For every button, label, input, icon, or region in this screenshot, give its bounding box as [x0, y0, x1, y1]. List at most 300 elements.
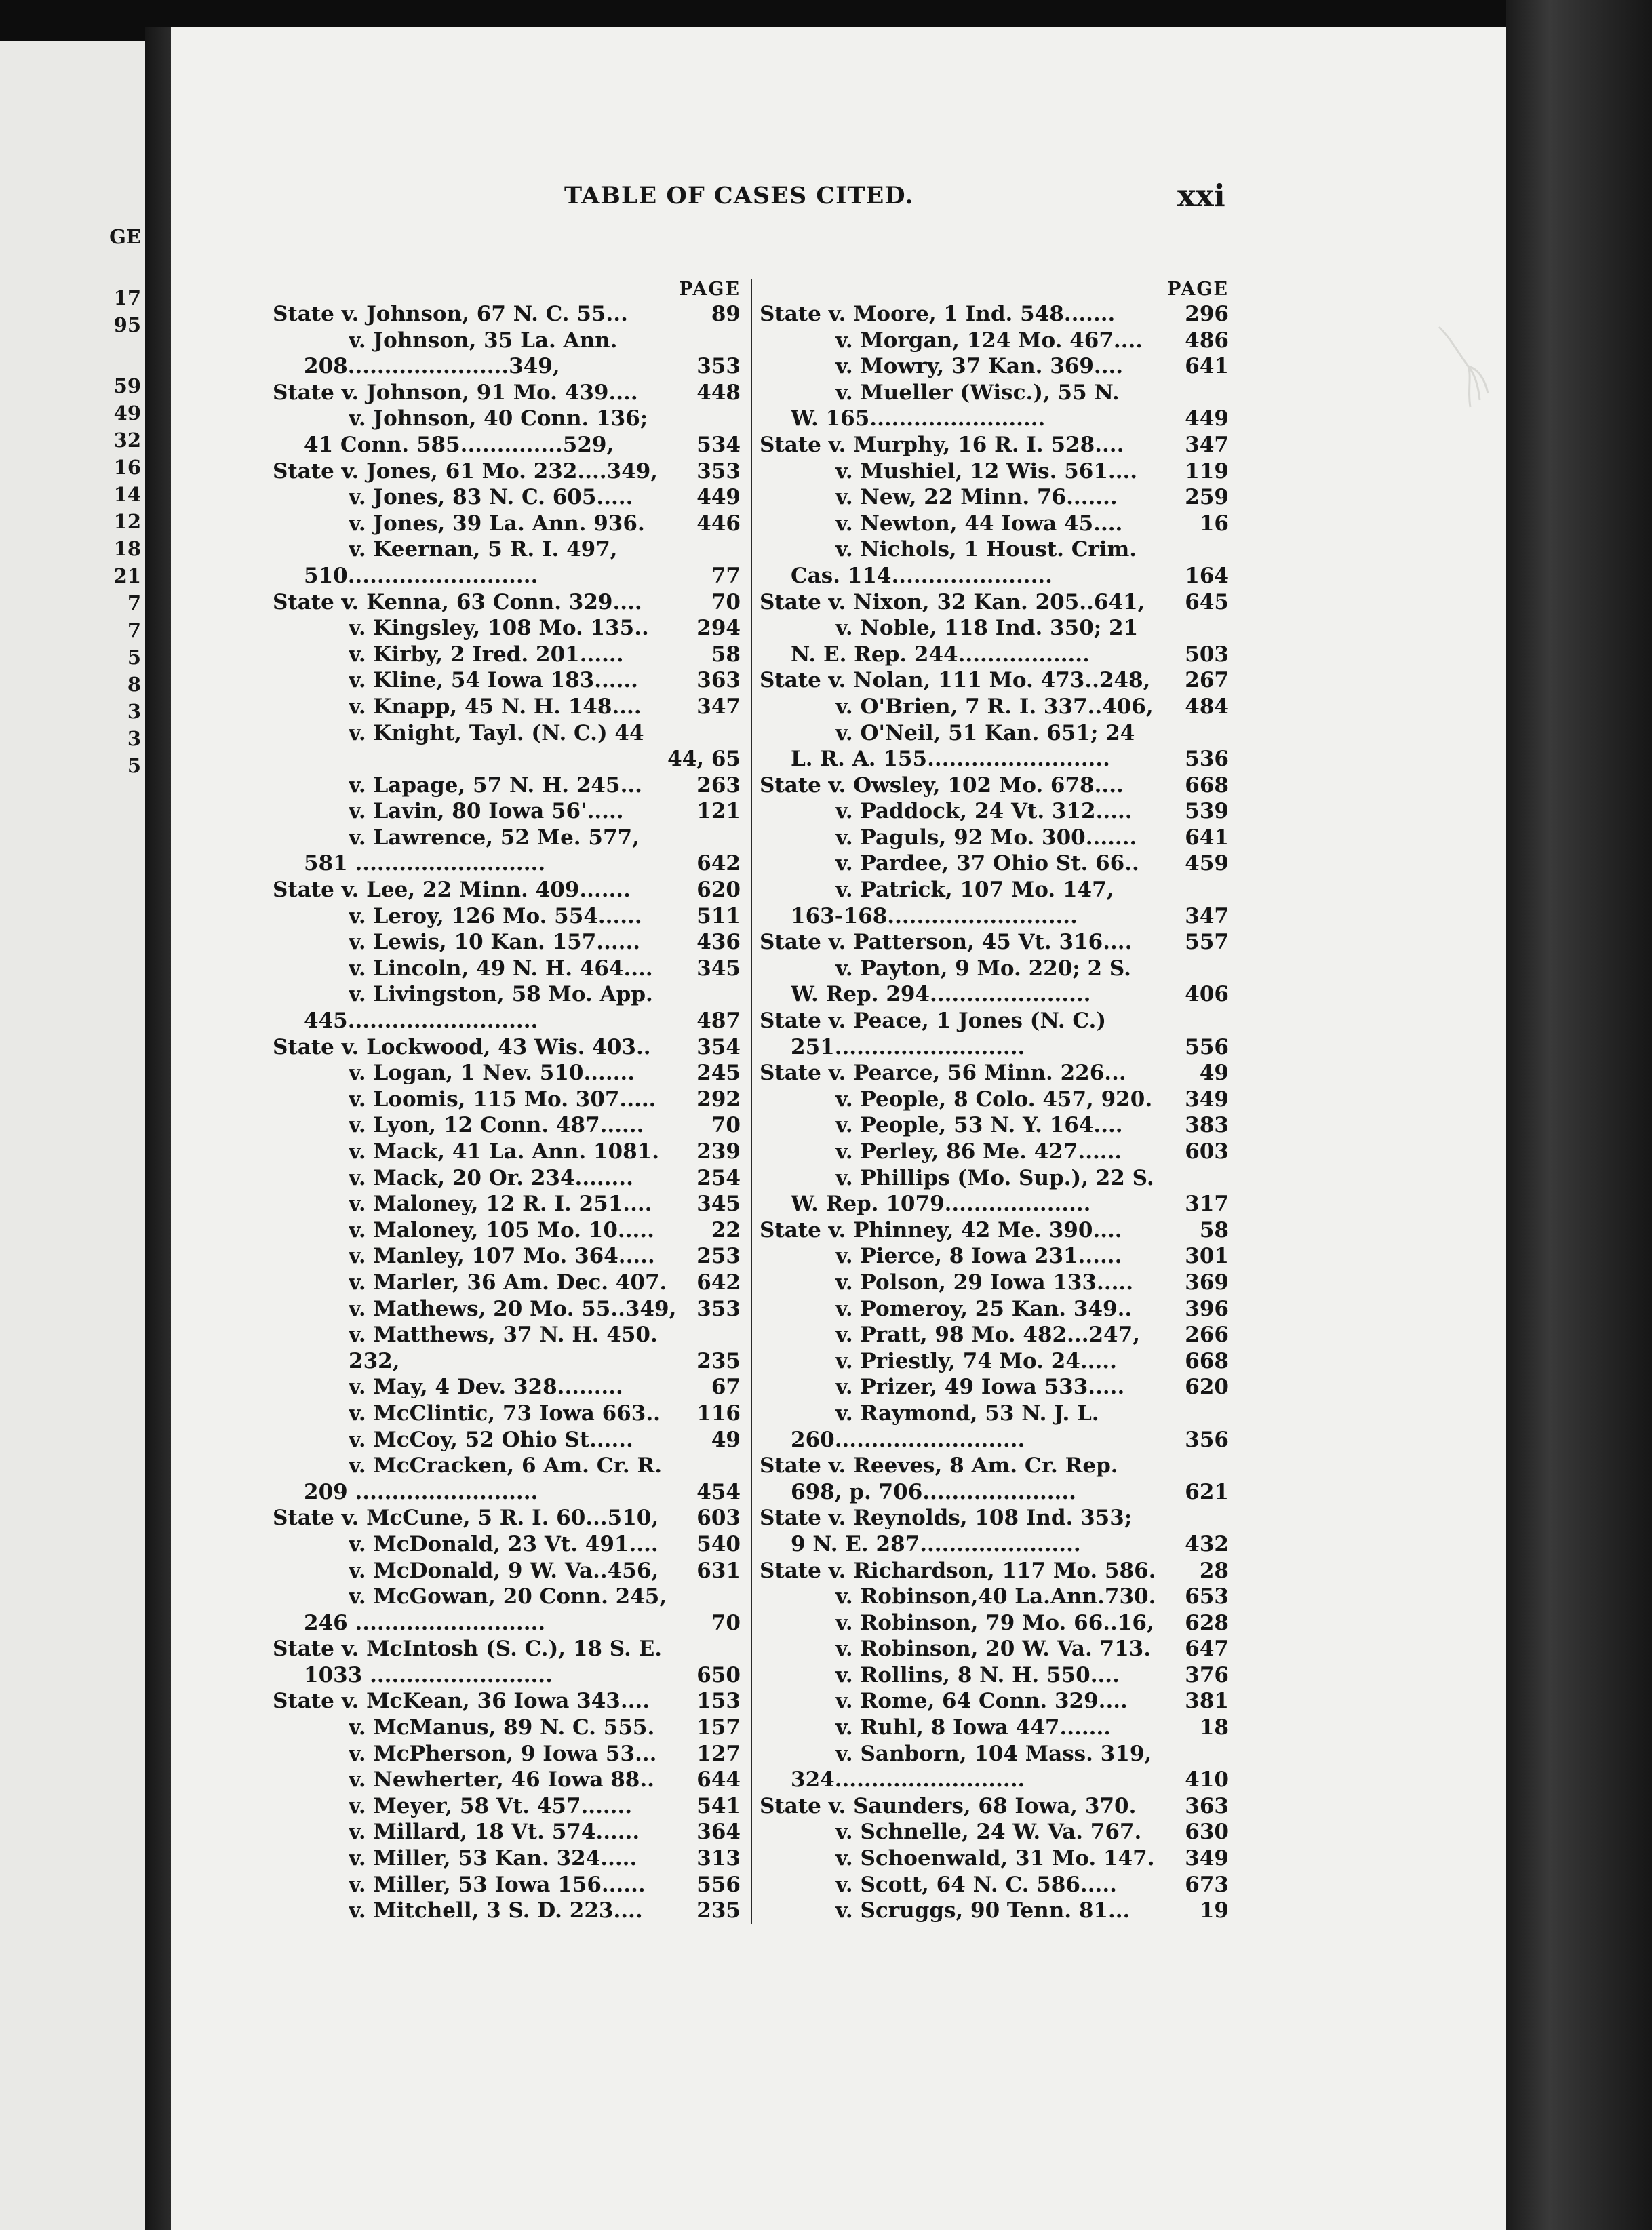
page-reference: 353 [696, 354, 741, 379]
case-entry-line [273, 1558, 741, 1584]
case-entry-line [760, 1636, 1229, 1662]
case-citation: State v. Johnson, 67 N. C. 55... [273, 302, 628, 326]
case-citation: State v. Lockwood, 43 Wis. 403.. [273, 1034, 651, 1059]
case-citation: v. Scruggs, 90 Tenn. 81... [835, 1898, 1130, 1923]
page-reference: 239 [696, 1139, 741, 1164]
case-entry-line [273, 1636, 741, 1662]
case-entry-line [760, 1898, 1229, 1924]
page-reference: 673 [1185, 1872, 1229, 1897]
case-citation: 208......................349, [304, 354, 560, 379]
case-entry-line [273, 877, 741, 903]
case-citation: v. Lyon, 12 Conn. 487...... [349, 1113, 644, 1138]
case-citation: v. Miller, 53 Kan. 324..... [349, 1846, 637, 1871]
case-citation: v. Pierce, 8 Iowa 231...... [835, 1244, 1122, 1269]
case-entry-line [760, 877, 1229, 903]
case-citation: v. Kingsley, 108 Mo. 135.. [349, 616, 649, 641]
book-gutter [145, 27, 172, 2230]
case-citation: State v. McKean, 36 Iowa 343.... [273, 1689, 650, 1714]
case-entry-line [273, 929, 741, 956]
case-citation: v. Robinson, 20 W. Va. 713. [835, 1637, 1152, 1662]
case-entry-line [273, 1139, 741, 1165]
page-reference: 263 [696, 772, 741, 798]
page-reference: 116 [696, 1401, 741, 1426]
case-entry-line [760, 1217, 1229, 1244]
case-citation: v. Rome, 64 Conn. 329.... [835, 1689, 1128, 1714]
page-reference: 157 [696, 1715, 741, 1740]
case-citation: v. Perley, 86 Me. 427...... [835, 1139, 1122, 1164]
page-reference: 363 [1185, 1793, 1229, 1818]
case-citation: v. Mack, 41 La. Ann. 1081. [349, 1139, 660, 1164]
page-reference: 121 [696, 799, 741, 824]
page-reference: 621 [1185, 1479, 1229, 1504]
case-citation: v. Mowry, 37 Kan. 369.... [835, 354, 1124, 379]
case-entry-line [760, 1584, 1229, 1610]
case-citation: v. Polson, 29 Iowa 133..... [835, 1270, 1134, 1295]
case-citation: State v. Jones, 61 Mo. 232....349, [273, 458, 658, 484]
page-reference: 349 [1185, 1846, 1229, 1871]
page-reference: 647 [1185, 1637, 1229, 1662]
case-entry-line [760, 1139, 1229, 1165]
case-citation: v. Matthews, 37 N. H. 450. [349, 1323, 658, 1348]
case-citation: v. Jones, 83 N. C. 605..... [349, 485, 633, 510]
page-reference: 354 [696, 1034, 741, 1059]
case-entry-line [760, 1112, 1229, 1139]
case-citation: v. Mack, 20 Or. 234........ [349, 1165, 633, 1190]
case-citation: 163-168.......................... [791, 903, 1078, 928]
case-citation: v. Paguls, 92 Mo. 300....... [835, 825, 1137, 850]
case-entry-line [760, 1374, 1229, 1401]
left-page-fragment: 5 [127, 646, 141, 669]
page-reference: 511 [696, 903, 741, 928]
case-citation: v. Loomis, 115 Mo. 307..... [349, 1087, 656, 1112]
page-reference: 449 [696, 485, 741, 510]
case-entry-line [273, 1034, 741, 1061]
case-entry-line [760, 956, 1229, 982]
case-entry-line [273, 642, 741, 668]
page-reference: 153 [696, 1689, 741, 1714]
page-reference: 89 [711, 302, 741, 326]
case-citation: v. Manley, 107 Mo. 364..... [349, 1244, 655, 1269]
left-page-fragment: 17 [113, 286, 141, 309]
page-reference: 254 [696, 1165, 741, 1190]
page-reference: 641 [1185, 354, 1229, 379]
case-entry-line [760, 694, 1229, 720]
page-number: xxi [1177, 178, 1225, 214]
case-entry-line [760, 1165, 1229, 1192]
case-entry-line [760, 1558, 1229, 1584]
case-citation: W. Rep. 1079.................... [791, 1192, 1091, 1217]
page-reference: 556 [696, 1872, 741, 1897]
case-citation: v. Knight, Tayl. (N. C.) 44 [349, 720, 644, 745]
case-entry-line [760, 1610, 1229, 1637]
case-entry-line [273, 1217, 741, 1244]
case-citation: v. Rollins, 8 N. H. 550.... [835, 1662, 1120, 1687]
case-entry-line [273, 981, 741, 1008]
page-reference: 484 [1185, 694, 1229, 719]
left-page-fragment: 16 [113, 456, 141, 479]
case-citation: v. Newherter, 46 Iowa 88.. [349, 1767, 654, 1793]
case-entry-line [760, 1845, 1229, 1872]
case-entry-line [273, 1008, 741, 1034]
case-entry-line [760, 981, 1229, 1008]
case-citation: v. Pomeroy, 25 Kan. 349.. [835, 1296, 1133, 1321]
case-entry-line [760, 903, 1229, 930]
case-entry-line [273, 1767, 741, 1793]
case-citation: v. Lavin, 80 Iowa 56'..... [349, 799, 624, 824]
case-citation: v. O'Neil, 51 Kan. 651; 24 [835, 720, 1135, 745]
case-entry-line [760, 615, 1229, 642]
case-citation: Cas. 114...................... [791, 563, 1053, 588]
case-citation: v. Robinson, 79 Mo. 66..16, [835, 1610, 1154, 1635]
case-entry-line [760, 1270, 1229, 1296]
case-citation: L. R. A. 155......................... [791, 747, 1110, 772]
page-reference: 631 [696, 1558, 741, 1583]
case-entry-line [273, 511, 741, 537]
left-page-edge [0, 41, 145, 2230]
case-entry-line [760, 1034, 1229, 1061]
page-reference: 49 [711, 1427, 741, 1452]
left-page-fragment: 8 [127, 673, 141, 696]
case-citation: v. Lawrence, 52 Me. 577, [349, 825, 640, 850]
case-citation: v. McManus, 89 N. C. 555. [349, 1715, 655, 1740]
page-reference: 642 [696, 1270, 741, 1295]
case-entry-line [273, 667, 741, 694]
case-entry-line [273, 1322, 741, 1348]
case-entry-line [273, 798, 741, 825]
case-citation: v. McCracken, 6 Am. Cr. R. [349, 1453, 663, 1479]
page-reference: 19 [1199, 1898, 1229, 1923]
case-citation: v. Knapp, 45 N. H. 148.... [349, 694, 642, 719]
page-reference: 49 [1199, 1061, 1229, 1086]
case-citation: v. Robinson,40 La.Ann.730. [835, 1584, 1156, 1609]
page-reference: 296 [1185, 302, 1229, 326]
case-entry-line [760, 1322, 1229, 1348]
case-entry-line [273, 1374, 741, 1401]
left-page-fragment: 21 [113, 564, 141, 587]
case-entry-line [760, 301, 1229, 328]
page-reference: 603 [696, 1506, 741, 1531]
page-reference: 446 [696, 511, 741, 536]
page-column-label: PAGE [679, 279, 741, 300]
case-entry-line [760, 1087, 1229, 1113]
case-citation: v. Meyer, 58 Vt. 457....... [349, 1793, 633, 1818]
left-page-fragment: 3 [127, 727, 141, 750]
case-entry-line [760, 380, 1229, 406]
page-reference: 363 [696, 668, 741, 693]
case-citation: v. Newton, 44 Iowa 45.... [835, 511, 1123, 536]
case-entry-line [273, 536, 741, 563]
page-reference: 349 [1185, 1087, 1229, 1112]
case-citation: v. Johnson, 35 La. Ann. [349, 328, 618, 353]
left-page-fragment: 49 [113, 402, 141, 425]
case-entry-line [273, 1087, 741, 1113]
case-citation: v. Prizer, 49 Iowa 533..... [835, 1375, 1125, 1400]
case-entry-line [273, 1819, 741, 1845]
page-reference: 459 [1185, 851, 1229, 876]
case-citation: State v. Johnson, 91 Mo. 439.... [273, 380, 638, 405]
case-entry-line [273, 1165, 741, 1192]
case-entry-line [273, 1479, 741, 1506]
page-reference: 267 [1185, 668, 1229, 693]
left-page-fragment: 18 [113, 537, 141, 560]
case-entry-line [273, 1531, 741, 1558]
case-citation: v. McGowan, 20 Conn. 245, [349, 1584, 667, 1609]
case-entry-line [273, 1898, 741, 1924]
page-reference: 317 [1185, 1192, 1229, 1217]
case-citation: State v. Pearce, 56 Minn. 226... [760, 1061, 1126, 1086]
case-citation: State v. Reeves, 8 Am. Cr. Rep. [760, 1453, 1118, 1479]
case-entry-line [760, 1872, 1229, 1898]
page-reference: 259 [1185, 485, 1229, 510]
page-reference: 67 [711, 1375, 741, 1400]
case-citation: v. Schoenwald, 31 Mo. 147. [835, 1846, 1155, 1871]
page-reference: 347 [696, 694, 741, 719]
case-entry-line [273, 1243, 741, 1270]
case-citation: State v. Patterson, 45 Vt. 316.... [760, 930, 1133, 955]
page-reference: 313 [696, 1846, 741, 1871]
case-citation: v. Pratt, 98 Mo. 482...247, [835, 1323, 1140, 1348]
left-page-fragment: GE [109, 225, 141, 248]
left-page-fragment: 59 [113, 374, 141, 397]
case-citation: v. Lapage, 57 N. H. 245... [349, 772, 642, 798]
case-entry-line [760, 1741, 1229, 1767]
case-citation: v. New, 22 Minn. 76....... [835, 485, 1118, 510]
page-reference: 119 [1185, 458, 1229, 484]
case-citation: v. Mathews, 20 Mo. 55..349, [349, 1296, 677, 1321]
case-entry-line [760, 1243, 1229, 1270]
case-entry-line [273, 1191, 741, 1217]
case-entry-line [760, 772, 1229, 799]
case-entry-line [273, 1741, 741, 1767]
case-entry-line [760, 458, 1229, 485]
page-reference: 396 [1185, 1296, 1229, 1321]
case-citation: v. Millard, 18 Vt. 574...... [349, 1820, 640, 1845]
case-citation: 41 Conn. 585..............529, [304, 432, 614, 457]
left-page-fragment: 7 [127, 591, 141, 614]
case-citation: v. McCoy, 52 Ohio St...... [349, 1427, 633, 1452]
case-entry-line [760, 1715, 1229, 1741]
case-citation: 324.......................... [791, 1767, 1025, 1793]
case-citation: State v. Saunders, 68 Iowa, 370. [760, 1793, 1137, 1818]
case-citation: v. Logan, 1 Nev. 510....... [349, 1061, 635, 1086]
case-citation: 581 .......................... [304, 851, 546, 876]
page-reference: 449 [1185, 406, 1229, 431]
page-reference: 628 [1185, 1610, 1229, 1635]
case-citation: v. People, 8 Colo. 457, 920. [835, 1087, 1153, 1112]
case-entry-line [760, 825, 1229, 851]
case-entry-line [760, 353, 1229, 380]
case-citation: v. Maloney, 105 Mo. 10..... [349, 1217, 654, 1243]
case-entry-line [760, 328, 1229, 354]
case-citation: W. Rep. 294...................... [791, 982, 1091, 1007]
case-entry-line [273, 1427, 741, 1453]
page-reference: 645 [1185, 589, 1229, 614]
column-divider [751, 279, 752, 1924]
page-reference: 127 [696, 1741, 741, 1766]
case-entry-line [760, 1060, 1229, 1087]
case-entry-line [760, 589, 1229, 616]
case-entry-line [760, 432, 1229, 458]
case-citation: v. Noble, 118 Ind. 350; 21 [835, 616, 1139, 641]
case-entry-line [273, 1270, 741, 1296]
case-citation: v. Ruhl, 8 Iowa 447....... [835, 1715, 1112, 1740]
case-entry-line [273, 301, 741, 328]
left-page-fragment: 5 [127, 754, 141, 777]
case-entry-line [273, 1112, 741, 1139]
page-reference: 630 [1185, 1820, 1229, 1845]
case-citation: v. McDonald, 9 W. Va..456, [349, 1558, 659, 1583]
case-entry-line [273, 589, 741, 616]
page-reference: 345 [696, 1192, 741, 1217]
case-citation: v. O'Brien, 7 R. I. 337..406, [835, 694, 1154, 719]
case-citation: State v. Richardson, 117 Mo. 586. [760, 1558, 1156, 1583]
page-reference: 653 [1185, 1584, 1229, 1609]
case-entry-line [760, 1401, 1229, 1427]
case-citation: v. Patrick, 107 Mo. 147, [835, 878, 1114, 903]
case-citation: v. Lincoln, 49 N. H. 464.... [349, 956, 653, 981]
case-entry-line [273, 458, 741, 485]
case-entry-line [273, 903, 741, 930]
case-citation: State v. Peace, 1 Jones (N. C.) [760, 1009, 1106, 1034]
page-reference: 620 [1185, 1375, 1229, 1400]
case-citation: v. Leroy, 126 Mo. 554...... [349, 903, 642, 928]
page-reference: 436 [696, 930, 741, 955]
page-reference: 410 [1185, 1767, 1229, 1793]
case-entry-line [760, 1479, 1229, 1506]
case-entry-line [273, 1401, 741, 1427]
case-entry-line [273, 484, 741, 511]
case-entry-line [273, 850, 741, 877]
case-citation: v. McDonald, 23 Vt. 491.... [349, 1531, 658, 1557]
page-reference: 347 [1185, 432, 1229, 457]
case-entry-line [273, 563, 741, 589]
case-entry-line [760, 929, 1229, 956]
case-entry-line [760, 484, 1229, 511]
page-reference: 668 [1185, 1348, 1229, 1373]
case-citation: 232, [349, 1348, 400, 1373]
case-citation: v. Jones, 39 La. Ann. 936. [349, 511, 645, 536]
case-entry-line [760, 720, 1229, 747]
page-reference: 70 [711, 589, 741, 614]
case-entry-line [760, 798, 1229, 825]
case-citation: v. Kline, 54 Iowa 183...... [349, 668, 638, 693]
case-citation: State v. Nolan, 111 Mo. 473..248, [760, 668, 1151, 693]
page-reference: 603 [1185, 1139, 1229, 1164]
page-reference: 235 [696, 1348, 741, 1373]
page-reference: 253 [696, 1244, 741, 1269]
page-column-label: PAGE [1167, 279, 1229, 300]
page-reference: 18 [1199, 1715, 1229, 1740]
page-reference: 353 [696, 1296, 741, 1321]
case-entry-line [273, 956, 741, 982]
case-citation: v. Livingston, 58 Mo. App. [349, 982, 653, 1007]
page-reference: 540 [696, 1531, 741, 1557]
case-column-left [273, 278, 741, 1924]
case-citation: v. Morgan, 124 Mo. 467.... [835, 328, 1143, 353]
case-entry-line [273, 615, 741, 642]
page-reference: 235 [696, 1898, 741, 1923]
case-citation: 445.......................... [304, 1009, 538, 1034]
page-reference: 406 [1185, 982, 1229, 1007]
left-page-fragment: 3 [127, 700, 141, 723]
page-reference: 28 [1199, 1558, 1229, 1583]
page-reference: 22 [711, 1217, 741, 1243]
left-page-fragment: 32 [113, 429, 141, 452]
case-entry-line [760, 1767, 1229, 1793]
case-citation: v. Mitchell, 3 S. D. 223.... [349, 1898, 643, 1923]
case-citation: State v. Owsley, 102 Mo. 678.... [760, 772, 1124, 798]
case-entry-line [273, 328, 741, 354]
case-citation: 510.......................... [304, 563, 538, 588]
case-entry-line [273, 1793, 741, 1820]
page-reference: 620 [696, 878, 741, 903]
case-citation: 209 ......................... [304, 1479, 538, 1504]
page-reference: 345 [696, 956, 741, 981]
page-reference: 245 [696, 1061, 741, 1086]
case-entry-line [273, 772, 741, 799]
book-spine-edge [1506, 0, 1652, 2230]
case-citation: v. McPherson, 9 Iowa 53... [349, 1741, 657, 1766]
case-entry-line [273, 1845, 741, 1872]
page-reference: 644 [696, 1767, 741, 1793]
case-citation: State v. Phinney, 42 Me. 390.... [760, 1217, 1122, 1243]
case-citation: State v. Lee, 22 Minn. 409....... [273, 878, 631, 903]
case-citation: State v. Moore, 1 Ind. 548....... [760, 302, 1116, 326]
case-citation: State v. Murphy, 16 R. I. 528.... [760, 432, 1124, 457]
case-entry-line [273, 1662, 741, 1689]
case-entry-line [273, 1505, 741, 1531]
case-entry-line [760, 1453, 1229, 1479]
page-reference: 641 [1185, 825, 1229, 850]
case-column-right [760, 278, 1229, 1924]
case-citation: v. Johnson, 40 Conn. 136; [349, 406, 648, 431]
page-reference: 364 [696, 1820, 741, 1845]
page-reference: 164 [1185, 563, 1229, 588]
case-entry-line [760, 1191, 1229, 1217]
case-entry-line [273, 720, 741, 747]
page-reference: 650 [696, 1662, 741, 1687]
loose-thread [1438, 326, 1506, 427]
page-reference: 536 [1185, 747, 1229, 772]
case-citation: 1033 ......................... [304, 1662, 553, 1687]
page-reference: 58 [711, 642, 741, 667]
case-citation: State v. Kenna, 63 Conn. 329.... [273, 589, 642, 614]
case-citation: v. People, 53 N. Y. 164.... [835, 1113, 1123, 1138]
case-citation: v. Mushiel, 12 Wis. 561.... [835, 458, 1138, 484]
page-reference: 44, 65 [667, 747, 741, 772]
page-reference: 266 [1185, 1323, 1229, 1348]
case-entry-line [273, 1060, 741, 1087]
case-entry-line [273, 1453, 741, 1479]
case-citation: W. 165........................ [791, 406, 1046, 431]
case-citation: v. Paddock, 24 Vt. 312..... [835, 799, 1133, 824]
page-reference: 383 [1185, 1113, 1229, 1138]
page-reference: 294 [696, 616, 741, 641]
page-reference: 487 [696, 1009, 741, 1034]
case-citation: 698, p. 706..................... [791, 1479, 1076, 1504]
case-citation: v. Kirby, 2 Ired. 201...... [349, 642, 624, 667]
page-reference: 557 [1185, 930, 1229, 955]
case-entry-line [760, 1819, 1229, 1845]
page-reference: 16 [1199, 511, 1229, 536]
page-reference: 301 [1185, 1244, 1229, 1269]
case-entry-line [273, 1610, 741, 1637]
case-entry-line [273, 353, 741, 380]
case-citation: State v. Reynolds, 108 Ind. 353; [760, 1506, 1133, 1531]
case-entry-line [760, 1296, 1229, 1323]
case-entry-line [760, 1662, 1229, 1689]
case-citation: v. Nichols, 1 Houst. Crim. [835, 537, 1137, 562]
